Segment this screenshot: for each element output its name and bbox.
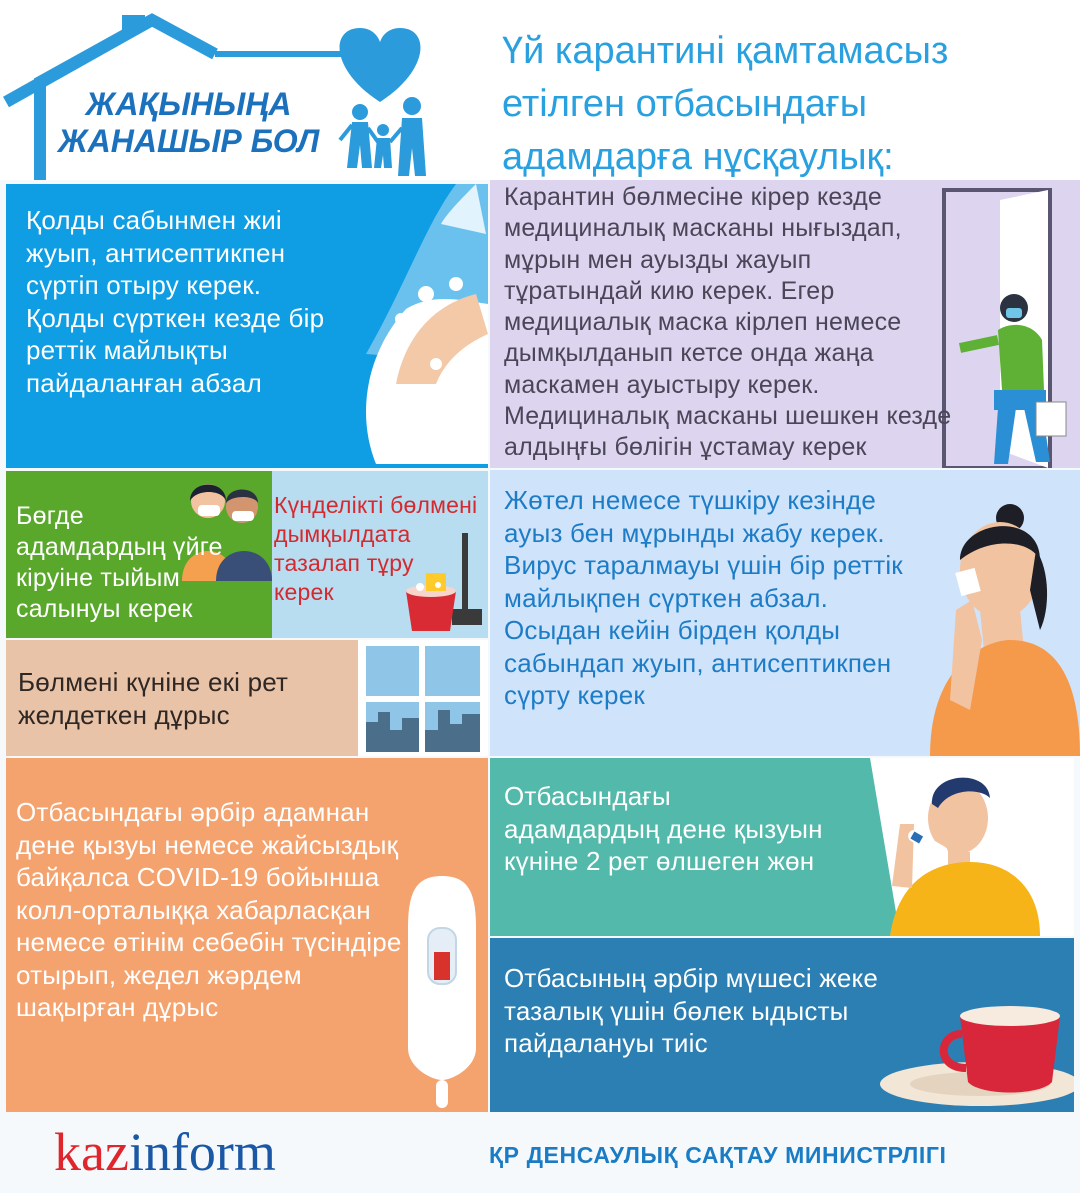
panel-cough — [490, 470, 1080, 756]
measure-text: Отбасындағы адамдардың дене қызуын күніне 2 рет өлшеген жөн — [504, 781, 823, 876]
mask-text: Карантин бөлмесіне кірер кезде медициналық масканы нығыздап, мұрын мен ауызды жауып тұратындай кию керек. Егер медициалық маска кірлеп немесе дымқылданып кетсе онда жаңа маскамен ауыстыру керек. Медициналық масканы шешкен кезде алдыңғы бөлігін ұстамау керек — [504, 183, 952, 462]
panel-no-visitors — [6, 471, 272, 638]
man-thermometer-icon — [840, 758, 1074, 936]
temp-info-text: Отбасындағы әрбір адамнан дене қызуы немесе жайсыздық байқалса COVID-19 бойынша колл-орталыққа хабарласқан немесе өтінім себебін түсіндіре отырып, жедел жәрдем шақырған дұрыс — [16, 797, 402, 1022]
woman-mask-door-icon — [940, 180, 1080, 468]
dishes-text: Отбасының әрбір мүшесі жеке тазалық үшін бөлек ыдысты пайдалануы тиіс — [504, 963, 879, 1058]
kazinform-logo — [54, 1120, 276, 1184]
panel-hand-washing — [6, 184, 488, 468]
panel-temperature-report — [6, 758, 488, 1112]
header — [0, 0, 1080, 180]
thermometer-icon — [406, 868, 488, 1112]
panel-ventilation — [6, 640, 488, 756]
cough-text: Жөтел немесе түшкіру кезінде ауыз бен мұрынды жабу керек. Вирус таралмауы үшін бір реттік майлықпен сүрткен абзал. Осыдан кейін бірден қолды сабындап жуып, антисептикпен сүрту керек — [504, 485, 903, 710]
visitors-text: Бөгде адамдардың үйге кіруіне тыйым салынуы керек — [16, 502, 223, 623]
hands-text: Қолды сабынмен жиі жуып, антисептикпен сүртіп отыру керек. Қолды сүрткен кезде бір реттік майлықты пайдаланған абзал — [26, 205, 325, 398]
panel-measure-temperature — [490, 758, 1074, 936]
washing-hands-icon — [306, 184, 488, 468]
window-city-icon — [358, 640, 488, 756]
clean-text: Күнделікті бөлмені дымқылдата тазалап тұру керек — [274, 492, 478, 605]
panel-separate-dishes — [490, 938, 1074, 1112]
logo-part-kaz: kaz — [54, 1122, 129, 1182]
slogan: ЖАҚЫНЫҢА ЖАНАШЫР БОЛ — [58, 86, 320, 159]
panel-mask — [490, 180, 1080, 468]
air-text: Бөлмені күніне екі рет желдеткен дұрыс — [18, 667, 289, 730]
panel-cleaning — [272, 471, 488, 638]
woman-sneezing-icon — [910, 500, 1080, 756]
ministry-name: ҚР ДЕНСАУЛЫҚ САҚТАУ МИНИСТРЛІГІ — [489, 1142, 947, 1168]
logo-part-inform: inform — [128, 1122, 276, 1182]
page-title: Үй карантині қамтамасыз етілген отбасындағы адамдарға нұсқаулық: — [502, 30, 949, 178]
